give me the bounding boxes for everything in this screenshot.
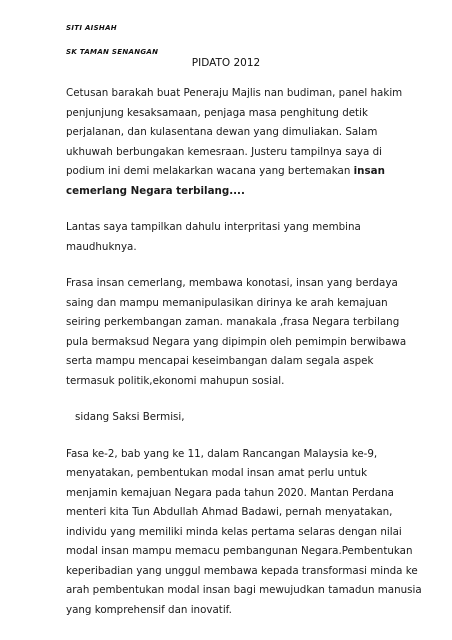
text-line: saing dan mampu memanipulasikan dirinya ke arah kemajuan [66,296,388,309]
text-line: maudhuknya. [66,240,137,253]
text-line: yang komprehensif dan inovatif. [66,603,232,616]
paragraph-address [66,408,406,428]
text-line: serta mampu mencapai keseimbangan dalam segala aspek [66,355,374,367]
text-line: Cetusan barakah buat Peneraju Majlis nan budiman, panel hakim [66,87,403,99]
text-line [66,162,406,182]
text-line: termasuk politik,ekonomi mahupun sosial. [66,374,285,387]
document-body [66,84,422,637]
text-line: individu yang memiliki minda kelas pertama selaras dengan nilai [66,525,402,538]
text-line: perjalanan, dan kulasentana dewan yang dimuliakan. Salam [66,126,378,138]
school-name: SK TAMAN SENANGAN [66,48,159,56]
text-line: pula bermaksud Negara yang dipimpin oleh pemimpin berwibawa [66,335,407,348]
text-line: menjamin kemajuan Negara pada tahun 2020. Mantan Perdana [66,486,394,499]
theme-bold-word: insan [353,165,385,177]
text-line: ukhuwah berbungakan kemesraan. Justeru tampilnya saya di [66,145,383,158]
theme-bold-line: cemerlang Negara terbilang.... [66,184,245,197]
text-line: sidang Saksi Bermisi, [75,411,185,423]
text-line: seiring perkembangan zaman. manakala ,frasa Negara terbilang [66,316,400,328]
text-line: menteri kita Tun Abdullah Ahmad Badawi, pernah menyatakan, [66,506,393,518]
document-title: PIDATO 2012 [191,57,261,69]
text-line: menyatakan, pembentukan modal insan amat perlu untuk [66,467,368,479]
text-line: modal insan mampu memacu pembangunan Negara.Pembentukan [66,545,413,557]
text-line: arah pembentukan modal insan bagi mewujudkan tamadun manusia [66,584,422,596]
text-line: keperibadian yang unggul membawa kepada transformasi minda ke [66,564,418,577]
paragraph-interpretation [66,218,406,257]
text-segment: podium ini demi melakarkan wacana yang bertemakan [66,165,354,177]
text-line: Lantas saya tampilkan dahulu interpritasi yang membina [66,221,361,233]
author-name: SITI AISHAH [66,24,117,32]
paragraph-definition [66,274,406,391]
paragraph-greeting [66,84,406,201]
text-line: Fasa ke-2, bab yang ke 11, dalam Rancangan Malaysia ke-9, [66,447,378,460]
text-line: Frasa insan cemerlang, membawa konotasi, insan yang berdaya [66,277,398,289]
text-line: penjunjung kesaksamaan, penjaga masa penghitung detik [66,106,368,119]
paragraph-rmk9 [66,445,422,621]
